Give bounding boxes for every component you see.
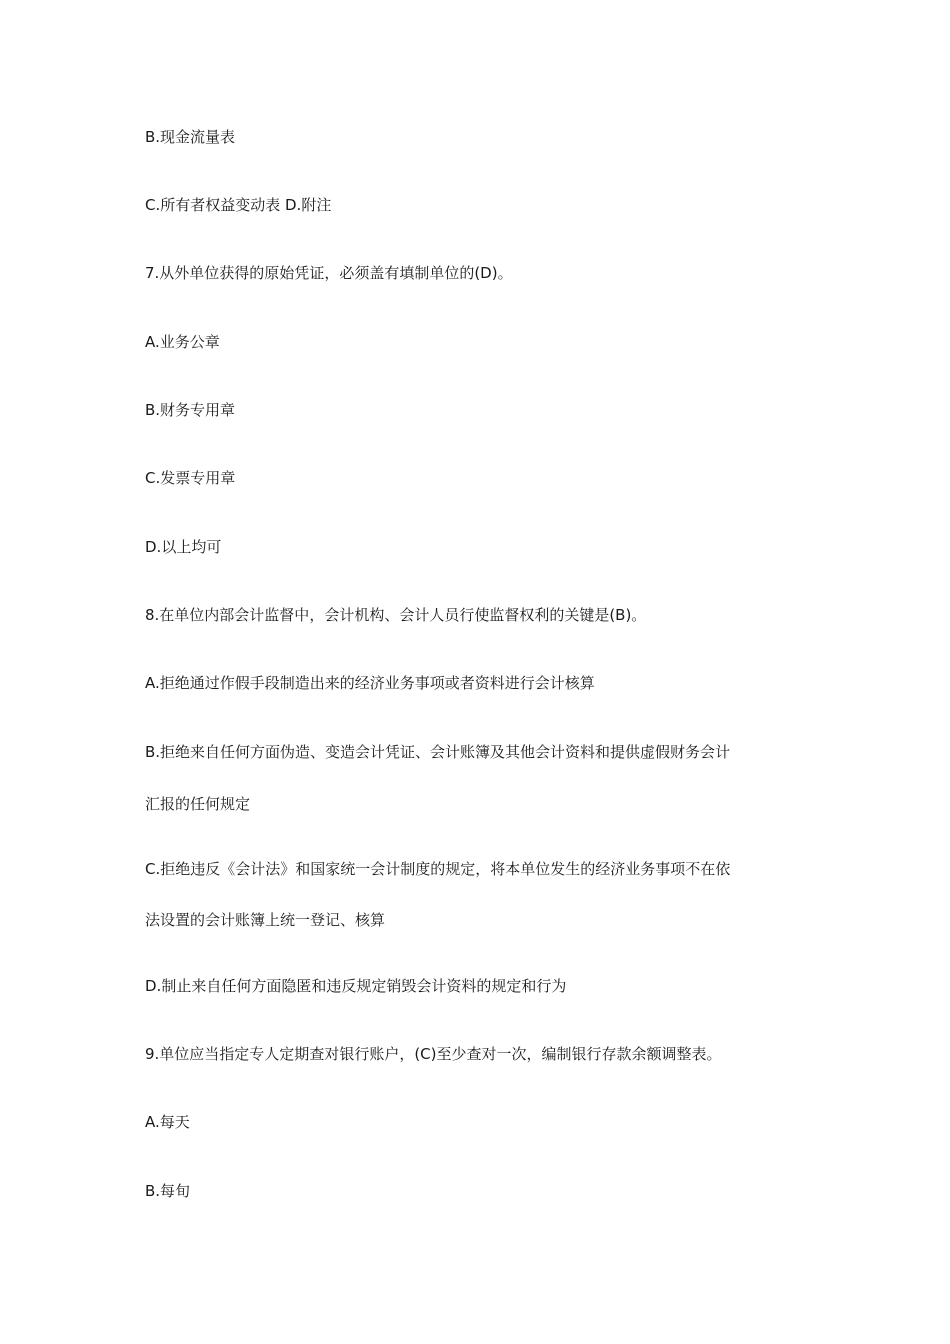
- option-8b-line-2: 汇报的任何规定: [145, 795, 251, 813]
- option-8c-line-2: 法设置的会计账簿上统一登记、核算: [145, 911, 386, 929]
- option-8c-line-1: C.拒绝违反《会计法》和国家统一会计制度的规定，将本单位发生的经济业务事项不在依: [145, 860, 731, 878]
- options-6c-6d: C.所有者权益变动表 D.附注: [145, 196, 332, 214]
- option-8b-line-1: B.拒绝来自任何方面伪造、变造会计凭证、会计账簿及其他会计资料和提供虚假财务会计: [145, 743, 731, 761]
- question-8: 8.在单位内部会计监督中，会计机构、会计人员行使监督权利的关键是(B)。: [145, 606, 647, 624]
- question-7: 7.从外单位获得的原始凭证，必须盖有填制单位的(D)。: [145, 264, 513, 282]
- option-6b: B.现金流量表: [145, 128, 236, 146]
- option-8d: D.制止来自任何方面隐匿和违反规定销毁会计资料的规定和行为: [145, 977, 567, 995]
- option-7b: B.财务专用章: [145, 401, 236, 419]
- option-7c: C.发票专用章: [145, 469, 236, 487]
- option-9b: B.每旬: [145, 1182, 191, 1200]
- option-7a: A.业务公章: [145, 333, 220, 351]
- question-9: 9.单位应当指定专人定期查对银行账户，(C)至少查对一次，编制银行存款余额调整表。: [145, 1045, 722, 1063]
- option-8a: A.拒绝通过作假手段制造出来的经济业务事项或者资料进行会计核算: [145, 674, 595, 692]
- option-7d: D.以上均可: [145, 538, 222, 556]
- option-9a: A.每天: [145, 1113, 190, 1131]
